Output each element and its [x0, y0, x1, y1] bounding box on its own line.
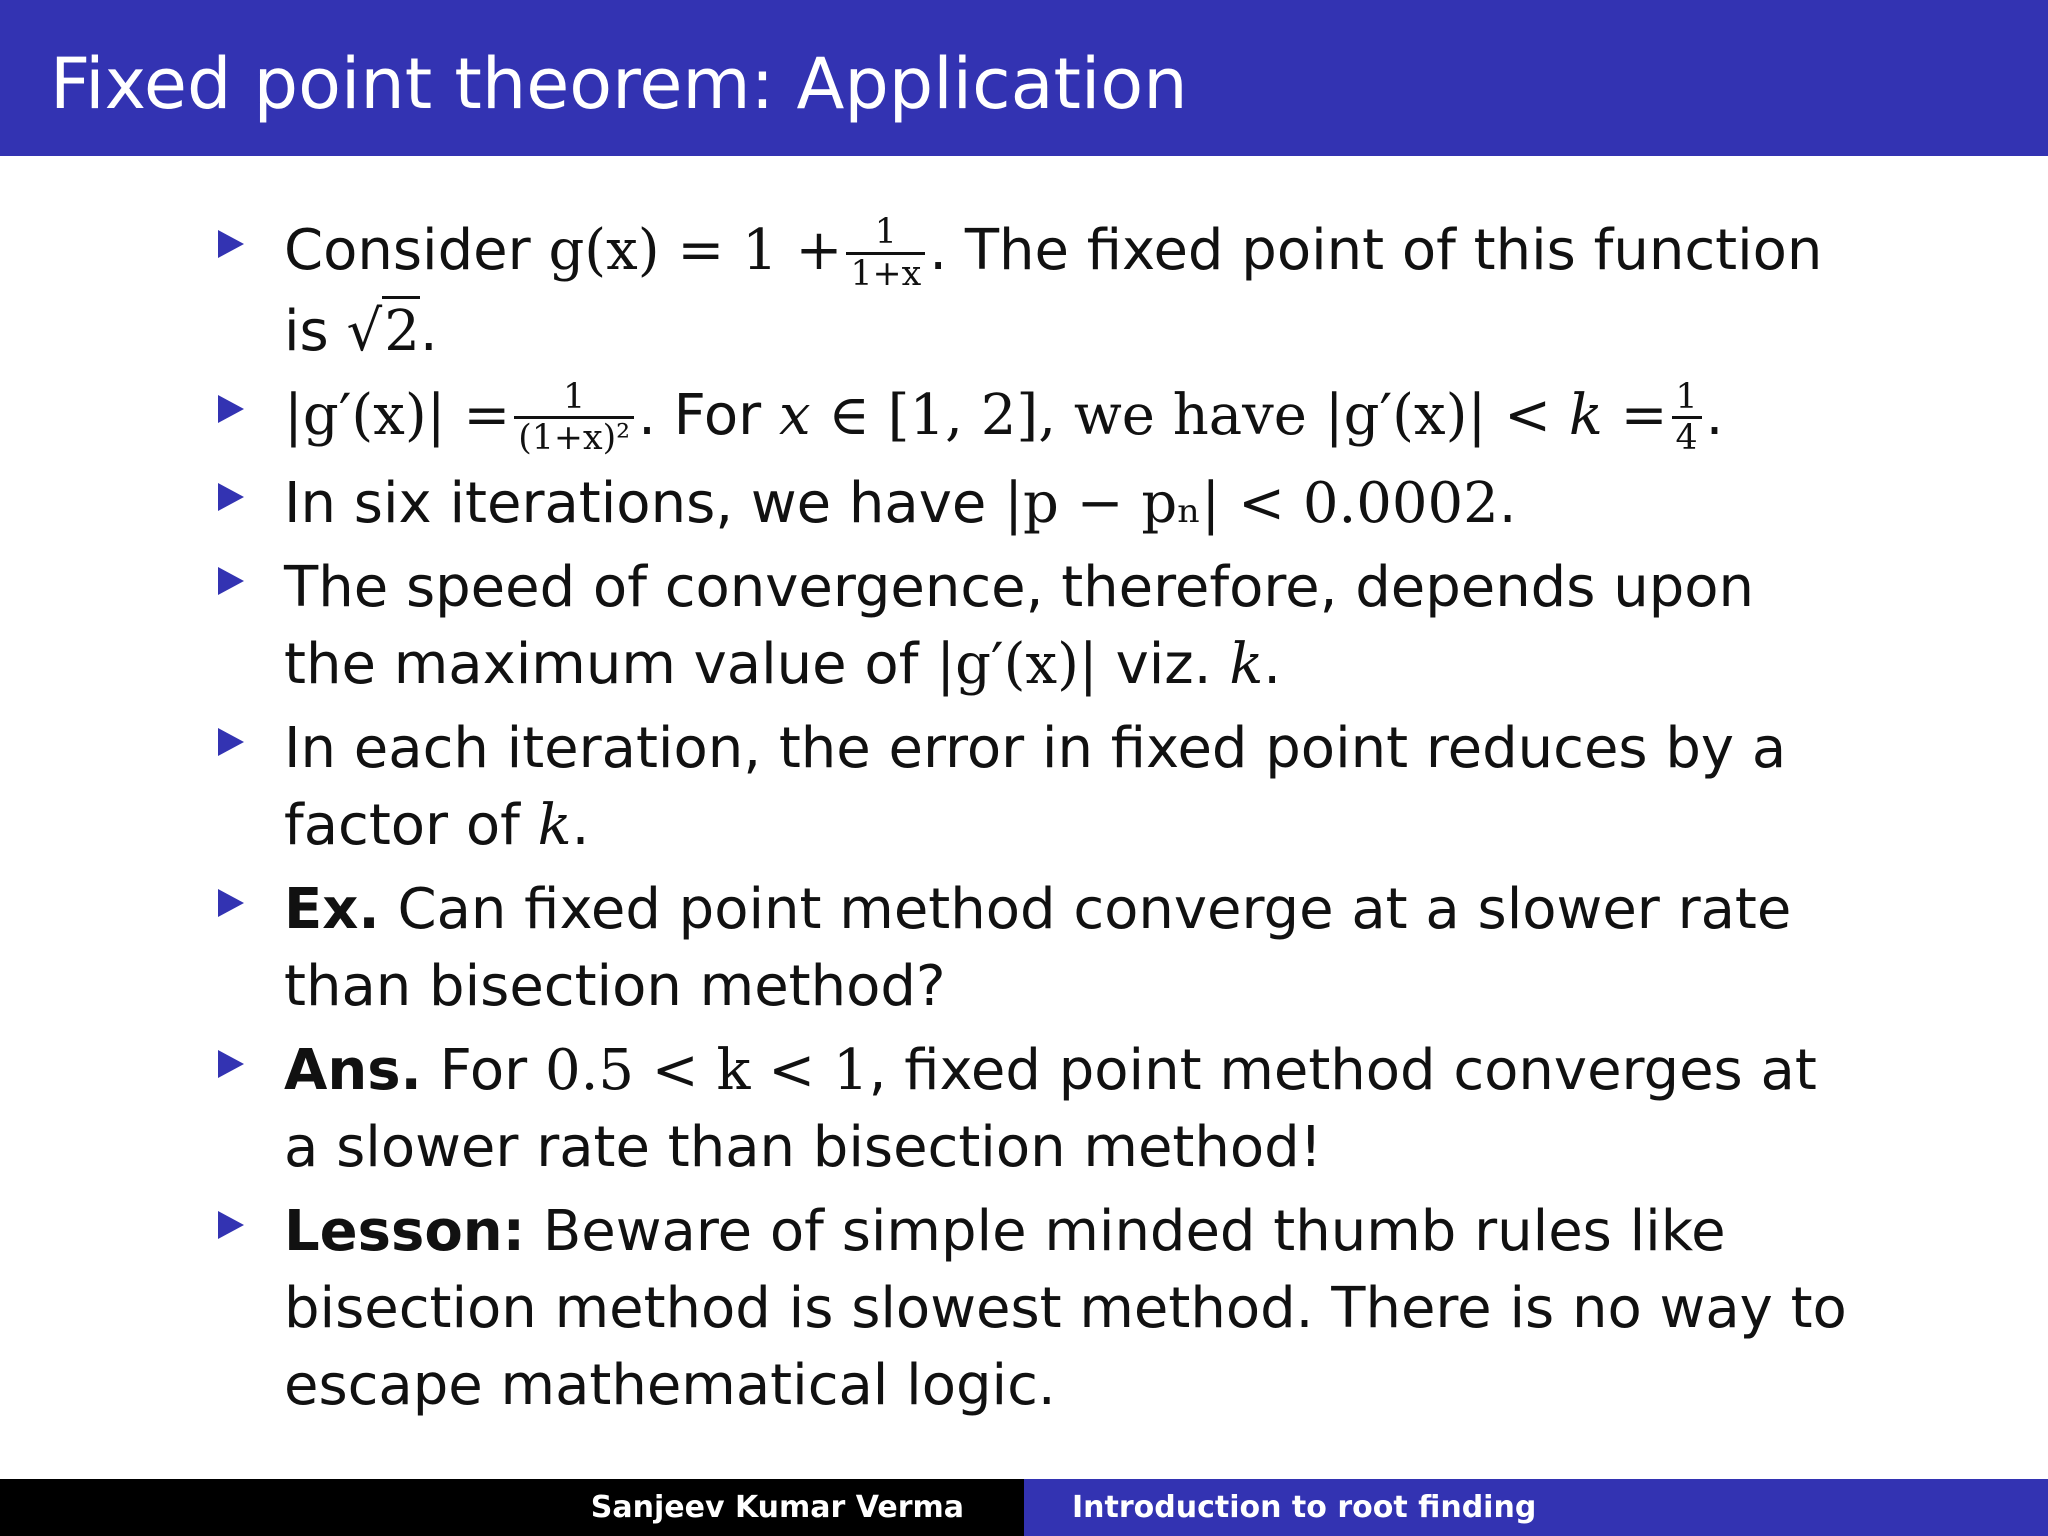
slide-header: [0, 0, 2048, 156]
triangle-bullet-icon: [218, 1050, 244, 1078]
bullet-text: Beware of simple minded thumb rules like bisection method is slowest method. There is no way to escape mathematical logic.: [284, 1198, 1847, 1418]
fraction-denominator: 1+x: [850, 253, 922, 294]
bullet-text: Can fixed point method converge at a slower rate than bisection method?: [284, 876, 1792, 1019]
sqrt-radicand: 2: [382, 296, 420, 364]
math-operator: <: [1504, 382, 1552, 448]
bullet-text: Consider: [284, 218, 531, 283]
footer-author: Sanjeev Kumar Verma: [0, 1479, 1024, 1536]
math-variable: k: [537, 792, 572, 858]
bullet-item-consider: [218, 212, 1858, 370]
triangle-bullet-icon: [218, 230, 244, 258]
slide-body: [218, 212, 1858, 1431]
slide-title: Fixed point theorem: Application: [50, 43, 1188, 125]
fraction: [846, 213, 925, 292]
bullet-text: The speed of convergence, therefore, depends upon the maximum value of: [284, 554, 1754, 697]
math-expression: |g′(x)|: [1324, 382, 1487, 448]
sqrt-icon: √: [346, 298, 383, 364]
fraction: [514, 378, 634, 457]
math-variable: k: [1229, 631, 1264, 697]
math-expression: |g′(x)| =: [284, 382, 511, 448]
math-expression: 0.5 < k < 1: [544, 1037, 869, 1103]
math-expression: |g′(x)|: [936, 631, 1098, 697]
fraction: [1672, 378, 1702, 457]
fraction-numerator: 1: [1672, 378, 1702, 419]
bullet-text: In six iterations, we have: [284, 470, 987, 536]
fraction-numerator: 1: [514, 378, 634, 419]
math-variable: x: [779, 382, 811, 448]
bullet-item-exercise: [218, 871, 1858, 1025]
bullet-text: For: [439, 1037, 528, 1103]
square-root: [347, 293, 420, 370]
bullet-item-iterations: [218, 465, 1858, 542]
punctuation: .: [419, 298, 438, 364]
slide-footer: [0, 1479, 2048, 1536]
bullet-item-derivative: [218, 377, 1858, 458]
bullet-item-answer: [218, 1032, 1858, 1186]
bullet-text: The fixed point of this function is: [284, 218, 1823, 364]
bullet-text: viz.: [1115, 631, 1212, 697]
punctuation: .: [1263, 631, 1282, 697]
bullet-label: Ans.: [284, 1037, 422, 1103]
punctuation: .: [1705, 382, 1724, 448]
fraction-denominator: 4: [1675, 418, 1698, 459]
bullet-item-speed: [218, 549, 1858, 703]
fraction-numerator: 1: [846, 213, 925, 254]
math-expression: ∈ [1, 2], we have: [828, 382, 1307, 448]
math-variable: k: [1568, 382, 1603, 448]
math-operator: =: [1620, 382, 1668, 448]
bullet-item-error: [218, 710, 1858, 864]
triangle-bullet-icon: [218, 1211, 244, 1239]
bullet-text: . For: [638, 382, 762, 448]
bullet-item-lesson: [218, 1193, 1858, 1424]
punctuation: .: [1498, 470, 1517, 536]
footer-topic: Introduction to root finding: [1024, 1479, 2048, 1536]
math-expression: g(x) = 1 +: [548, 218, 843, 283]
math-expression: |p − pₙ| < 0.0002: [1004, 470, 1499, 536]
bullet-text: , fixed point method converges at a slower rate than bisection method!: [284, 1037, 1817, 1180]
triangle-bullet-icon: [218, 728, 244, 756]
triangle-bullet-icon: [218, 567, 244, 595]
punctuation: .: [929, 218, 948, 283]
bullet-label: Lesson:: [284, 1198, 526, 1264]
triangle-bullet-icon: [218, 889, 244, 917]
triangle-bullet-icon: [218, 483, 244, 511]
bullet-label: Ex.: [284, 876, 380, 942]
triangle-bullet-icon: [218, 395, 244, 423]
fraction-denominator: (1+x)²: [518, 418, 631, 459]
bullet-text: In each iteration, the error in fixed point reduces by a factor of: [284, 715, 1787, 858]
punctuation: .: [571, 792, 590, 858]
